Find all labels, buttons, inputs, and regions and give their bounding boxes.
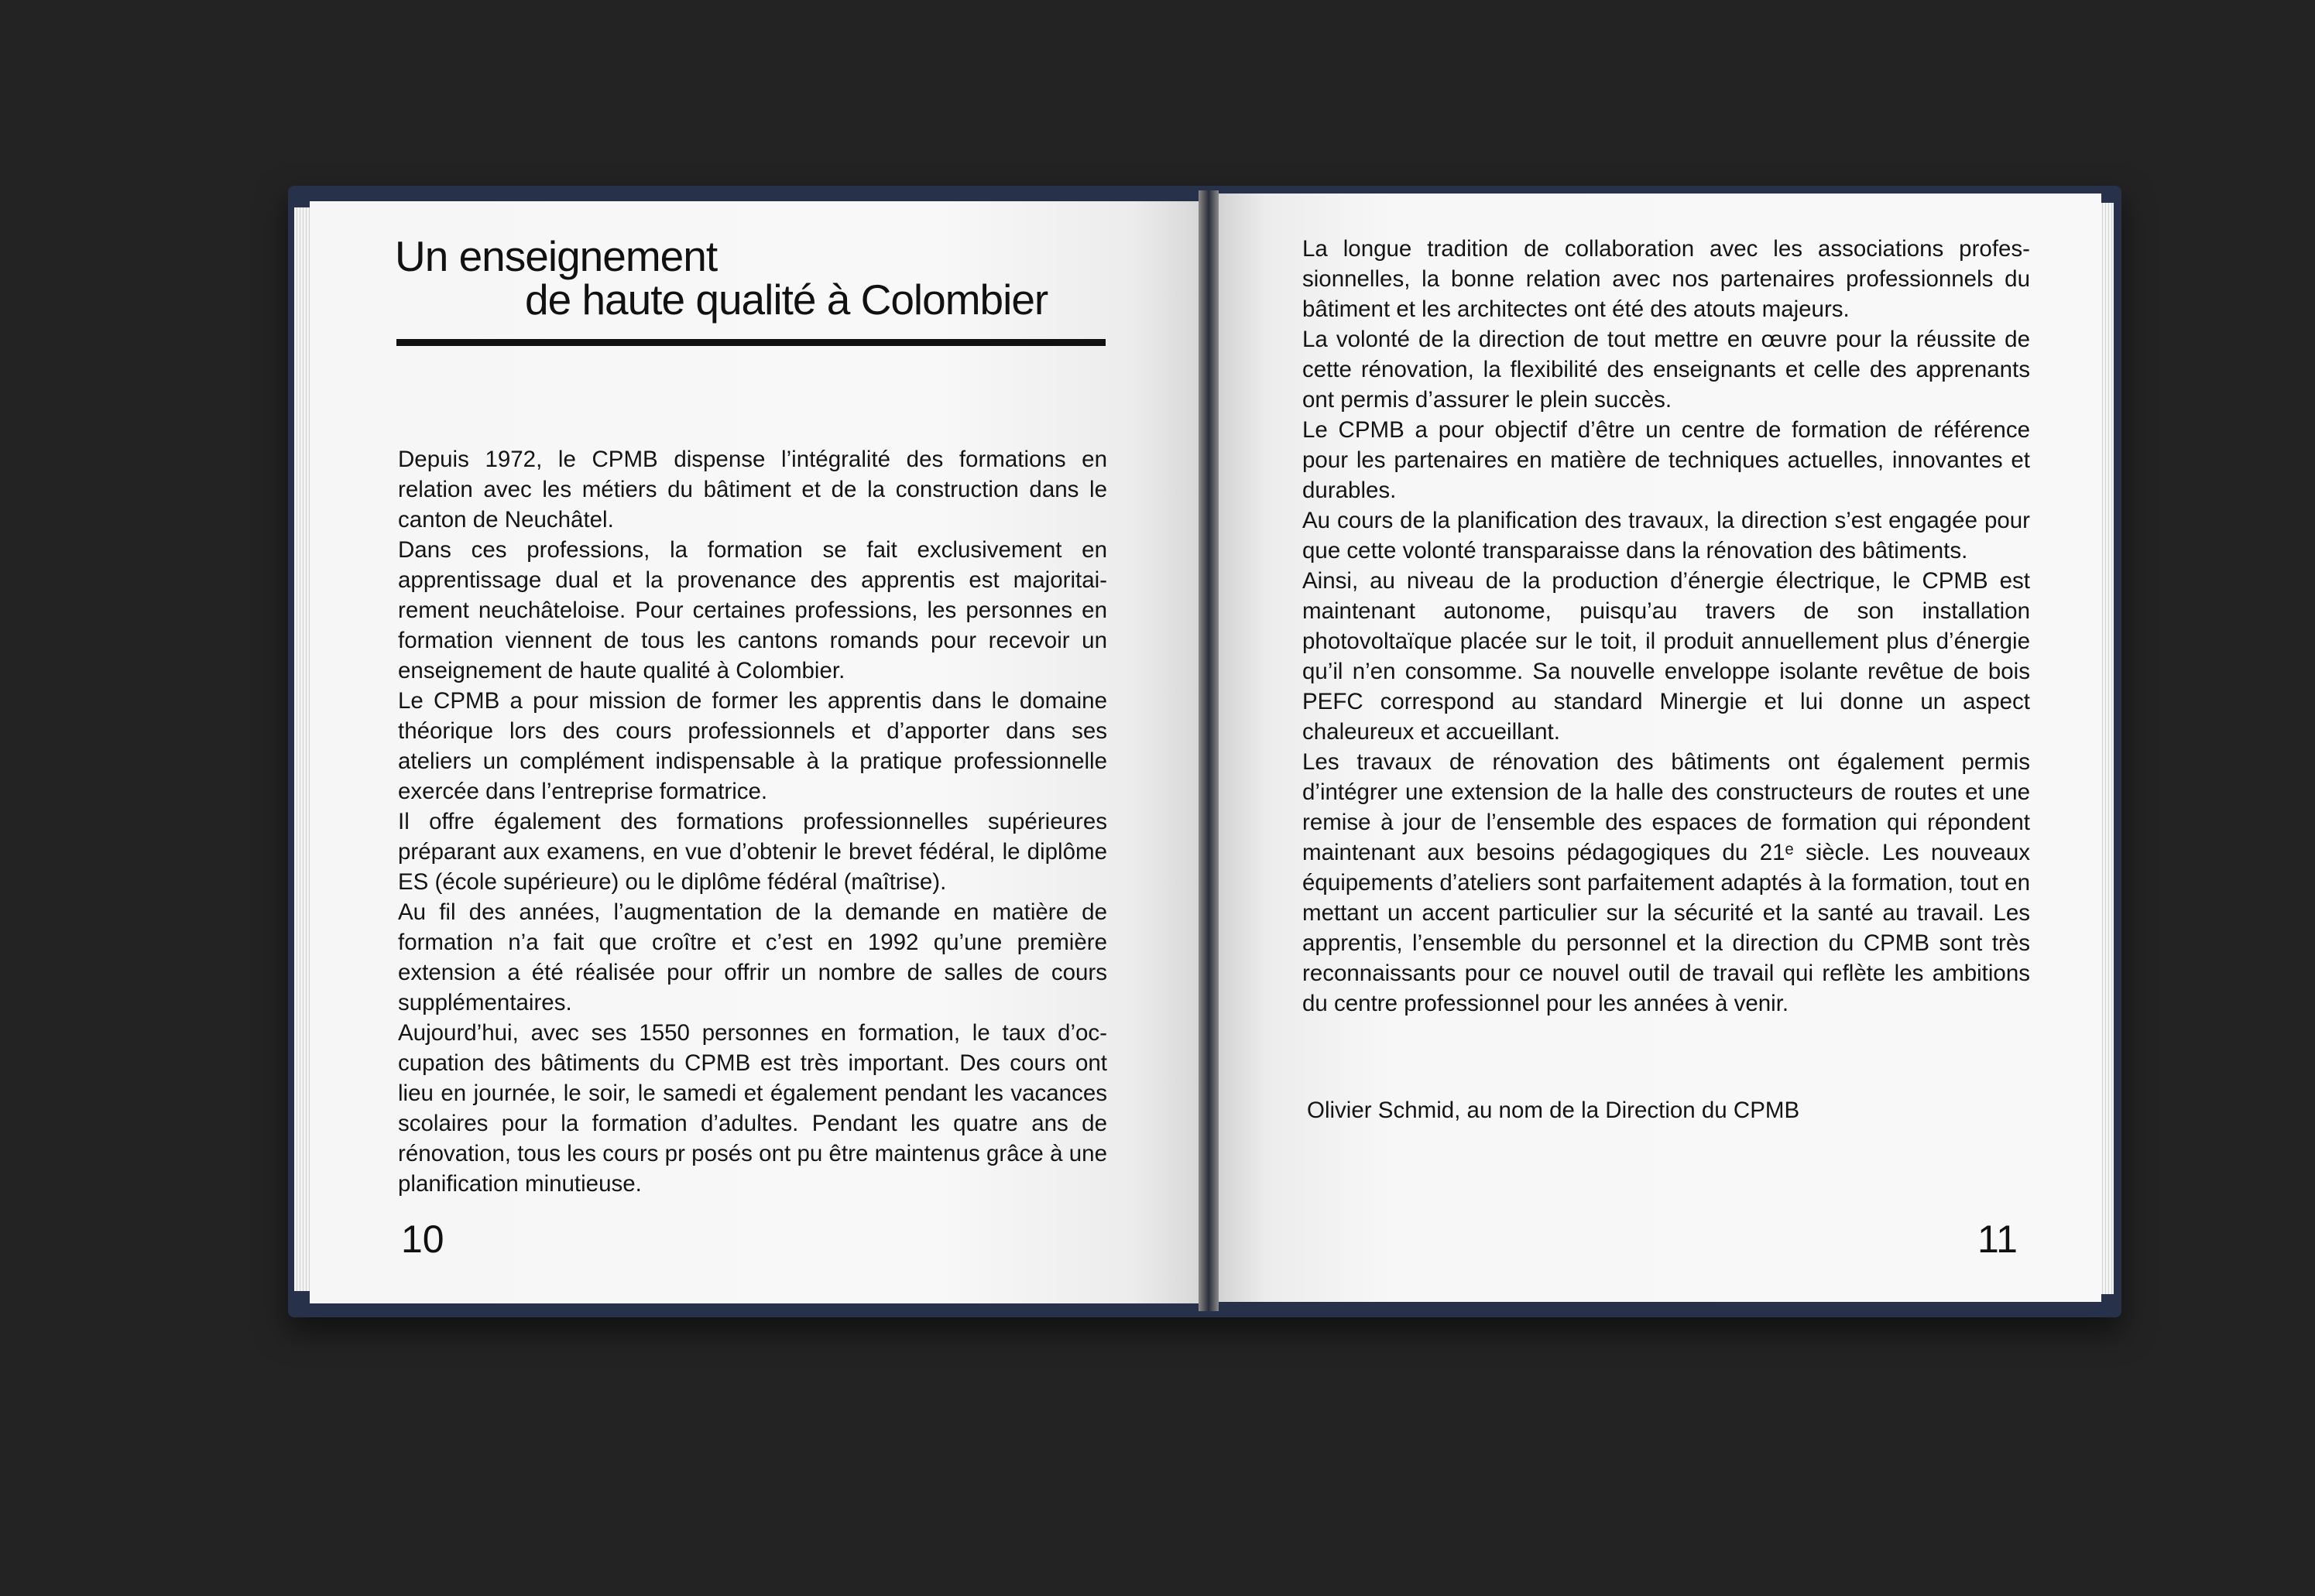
paragraph: Au fil des années, l’augmentation de la demande en matière de formation n’a fait que croître et c’est en 1992 qu’une première extension a été réalisée pour offrir un nombre de salles de cours supplémentaires.	[398, 899, 1107, 1015]
signature: Olivier Schmid, au nom de la Direction du CPMB	[1307, 1098, 1800, 1123]
right-body-text	[1302, 234, 2030, 1019]
page-title-line-1: Un enseignement	[395, 232, 718, 280]
paragraph: Le CPMB a pour objectif d’être un centre de formation de référence pour les partenaires en matière de techniques actuelles, innovantes et durables.	[1302, 417, 2030, 503]
title-rule	[396, 339, 1106, 346]
page-number-right: 11	[1977, 1218, 2018, 1261]
paragraph: La volonté de la direction de tout mettre en œuvre pour la réussite de cette rénovation, la flexibilité des enseignants et celle des apprenants ont permis d’assurer le plein succès.	[1302, 327, 2030, 413]
paragraph: Les travaux de rénovation des bâtiments ont également permis d’intégrer une extension de la halle des constructeurs de routes et une remise à jour de l’ensemble des espaces de formation qui répondent maintenant aux besoins pédagogiques du 21ᵉ siècle. Les nouveaux équipements d’ateliers sont parfaitement adaptés à la formation, tout en mettant un accent particulier sur la sécurité et la santé au travail. Les apprentis, l’ensemble du personnel et la direction du CPMB sont très reconnaissants pour ce nouvel outil de travail qui reflète les ambitions du centre professionnel pour les années à venir.	[1302, 749, 2030, 1016]
paragraph: Depuis 1972, le CPMB dispense l’intégralité des formations en relation avec les métiers du bâtiment et de la construction dans le canton de Neuchâtel.	[398, 447, 1107, 533]
left-body-text	[398, 444, 1107, 1199]
page-number-left: 10	[401, 1218, 444, 1261]
page-title-line-2: de haute qualité à Colombier	[525, 276, 1048, 324]
paragraph: Dans ces professions, la formation se fait exclusivement en apprentissage dual et la provenance des apprentis est majoritairement neuchâteloise. Pour certaines professions, les personnes en formation viennent de tous les cantons romands pour recevoir un enseignement de haute qualité à Colombier.	[398, 537, 1107, 683]
paragraph: La longue tradition de collaboration avec les associations professionnelles, la bonne relation avec nos partenaires professionnels du bâtiment et les architectes ont été des atouts majeurs.	[1302, 236, 2030, 322]
paragraph: Au cours de la planification des travaux, la direction s’est engagée pour que cette volonté transparaisse dans la rénovation des bâtiments.	[1302, 508, 2030, 563]
paragraph: Aujourd’hui, avec ses 1550 personnes en formation, le taux d’occupation des bâtiments du CPMB est très important. Des cours ont lieu en journée, le soir, le samedi et également pendant les vacances scolaires pour la formation d’adultes. Pendant les quatre ans de rénovation, tous les cours pr posés ont pu être maintenus grâce à une planification minutieuse.	[398, 1020, 1107, 1197]
book-gutter	[1199, 190, 1219, 1311]
paragraph: Ainsi, au niveau de la production d’énergie électrique, le CPMB est maintenant autonome, puisqu’au travers de son installation photovoltaïque placée sur le toit, il produit annuellement plus d’énergie qu’il n’en consomme. Sa nouvelle enveloppe isolante revêtue de bois PEFC correspond au standard Minergie et lui donne un aspect chaleureux et accueillant.	[1302, 568, 2030, 745]
paragraph: Le CPMB a pour mission de former les apprentis dans le domaine théorique lors des cours professionnels et d’apporter dans ses ateliers un complément indispensable à la pratique professionnelle exercée dans l’entreprise formatrice.	[398, 688, 1107, 804]
paragraph: Il offre également des formations professionnelles supérieures préparant aux examens, en vue d’obtenir le brevet fédéral, le diplôme ES (école supérieure) ou le diplôme fédéral (maîtrise).	[398, 809, 1107, 895]
